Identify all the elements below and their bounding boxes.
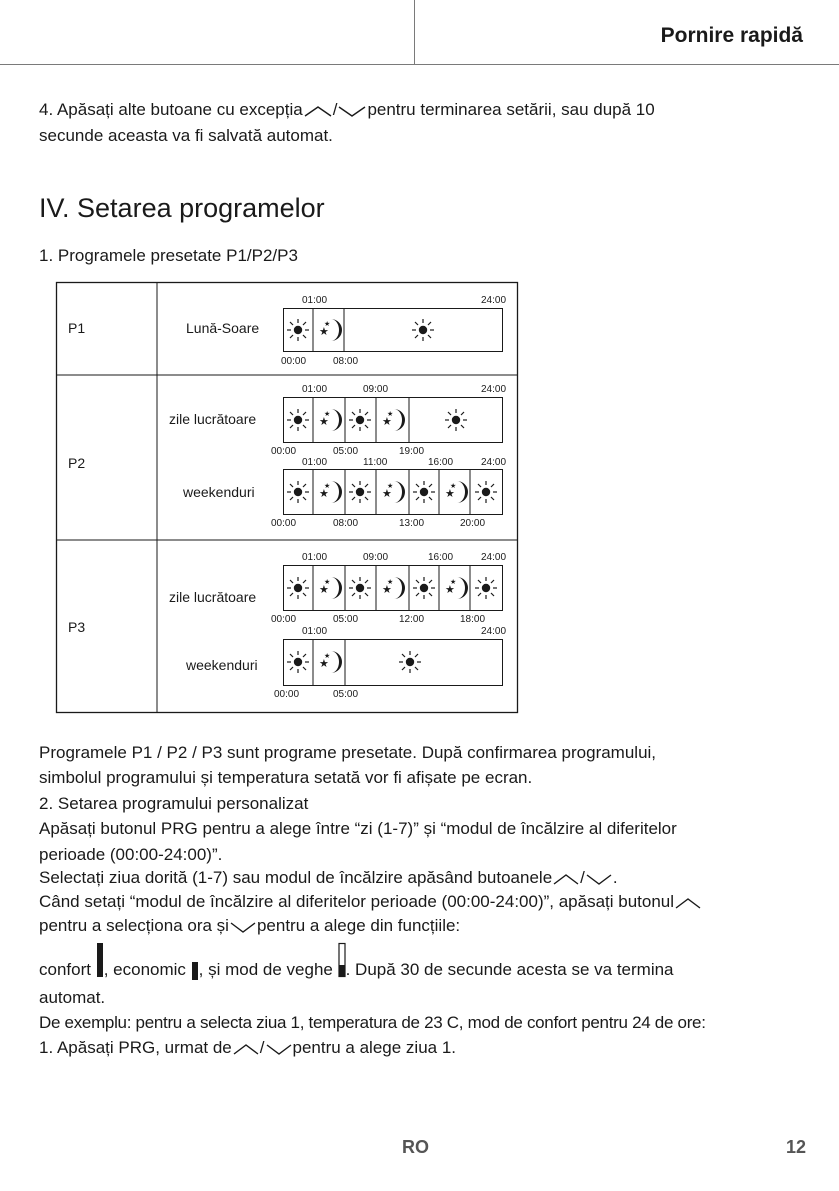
step4-line1 (39, 98, 655, 122)
section-heading: IV. Setarea programelor (39, 193, 325, 223)
p3-label-weekdays: zile lucrătoare (169, 589, 257, 605)
arrow-down-icon (337, 104, 367, 118)
timeline-p3-weekdays (283, 565, 504, 611)
header-divider (414, 0, 415, 64)
arrow-up-icon (552, 872, 580, 886)
body-line-10: automat. (39, 988, 106, 1007)
time-label: 09:00 (363, 384, 389, 395)
standby-bar-icon (338, 943, 346, 977)
body-line-11: De exemplu: pentru a selecta ziua 1, temperatura de 23 C, mod de confort pentru 24 de ore: (39, 1013, 706, 1032)
time-label: 24:00 (481, 626, 507, 637)
time-label: 24:00 (481, 457, 507, 468)
body-line-12-a: 1. Apăsați PRG, urmat de (39, 1038, 232, 1057)
body-line-8-a: pentru a selecționa ora și (39, 916, 229, 935)
economic-bar-icon (191, 962, 199, 980)
time-label: 12:00 (399, 614, 425, 625)
time-label: 00:00 (271, 518, 297, 529)
timeline-p2-weekends (283, 469, 504, 515)
time-label: 00:00 (271, 614, 297, 625)
body-line-9-economic: , economic (103, 960, 186, 979)
body-line-12-slash: / (259, 1038, 265, 1057)
time-label: 05:00 (333, 446, 359, 457)
p1-label: Lună-Soare (186, 320, 260, 336)
time-label: 09:00 (363, 552, 389, 563)
body-line-9-d: . După 30 de secunde acesta se va termina (345, 960, 674, 979)
body-line-8 (39, 914, 460, 938)
body-line-5: perioade (00:00-24:00)”. (39, 845, 223, 864)
step4-line2: secunde aceasta va fi salvată automat. (39, 126, 333, 145)
body-line-12 (39, 1036, 456, 1060)
body-line-7-a: Când setați “modul de încălzire al diferitelor perioade (00:00-24:00)”, apăsați butonul (39, 892, 675, 911)
body-line-4: Apăsați butonul PRG pentru a alege între “zi (1-7)” și “modul de încălzire al diferitelor (39, 819, 677, 838)
time-label: 11:00 (363, 457, 388, 468)
footer-language: RO (402, 1137, 429, 1157)
time-label: 00:00 (274, 689, 300, 700)
arrow-up-icon (674, 896, 702, 910)
time-label: 18:00 (460, 614, 486, 625)
body-line-8-b: pentru a alege din funcțiile: (256, 916, 461, 935)
time-label: 01:00 (302, 457, 328, 468)
body-line-6 (39, 866, 618, 890)
section-subheading: 1. Programele presetate P1/P2/P3 (39, 246, 298, 265)
body-line-9-comfort: confort (39, 960, 91, 979)
timeline-p1 (283, 308, 504, 352)
time-label: 24:00 (481, 384, 507, 395)
header-rule (0, 64, 839, 65)
time-label: 01:00 (302, 384, 328, 395)
body-line-6-slash: / (580, 868, 585, 887)
p3-name: P3 (68, 619, 86, 635)
arrow-down-icon (229, 920, 257, 934)
body-line-3: 2. Setarea programului personalizat (39, 794, 309, 813)
p1-name: P1 (68, 320, 86, 336)
time-label: 24:00 (481, 295, 507, 306)
time-label: 08:00 (333, 518, 359, 529)
arrow-down-icon (265, 1042, 293, 1056)
footer-page-number: 12 (786, 1137, 807, 1157)
body-line-7 (39, 890, 702, 914)
program-table: ★ ★ (56, 282, 518, 713)
p3-label-weekends: weekenduri (186, 657, 258, 673)
time-label: 16:00 (428, 457, 454, 468)
body-line-6-dot: . (612, 868, 618, 887)
time-label: 05:00 (333, 689, 359, 700)
body-line-9 (39, 958, 674, 982)
time-label: 08:00 (333, 356, 359, 367)
time-label: 01:00 (302, 295, 328, 306)
time-label: 00:00 (281, 356, 307, 367)
body-line-6-a: Selectați ziua dorită (1-7) sau modul de încălzire apăsând butoanele (39, 868, 553, 887)
body-line-1: Programele P1 / P2 / P3 sunt programe presetate. După confirmarea programului, (39, 743, 657, 762)
timeline-p3-weekends (283, 639, 504, 686)
arrow-up-icon (303, 104, 333, 118)
p2-label-weekends: weekenduri (183, 484, 255, 500)
time-label: 01:00 (302, 552, 328, 563)
time-label: 19:00 (399, 446, 425, 457)
time-label: 05:00 (333, 614, 359, 625)
step4-slash: / (332, 100, 338, 119)
timeline-p2-weekdays (283, 397, 504, 443)
step4-text-a: 4. Apăsați alte butoane cu excepția (39, 100, 303, 119)
arrow-up-icon (232, 1042, 260, 1056)
body-line-2: simbolul programului și temperatura setată vor fi afișate pe ecran. (39, 768, 533, 787)
body-line-9-standby: , și mod de veghe (198, 960, 333, 979)
body-line-12-c: pentru a alege ziua 1. (292, 1038, 457, 1057)
step4-text-b: pentru terminarea setării, sau după 10 (367, 100, 655, 119)
arrow-down-icon (585, 872, 613, 886)
time-label: 20:00 (460, 518, 486, 529)
time-label: 01:00 (302, 626, 328, 637)
page-title: Pornire rapidă (660, 24, 803, 47)
time-label: 13:00 (399, 518, 425, 529)
p2-label-weekdays: zile lucrătoare (169, 411, 257, 427)
time-label: 24:00 (481, 552, 507, 563)
p2-name: P2 (68, 455, 86, 471)
comfort-bar-icon (96, 943, 104, 977)
time-label: 16:00 (428, 552, 454, 563)
time-label: 00:00 (271, 446, 297, 457)
